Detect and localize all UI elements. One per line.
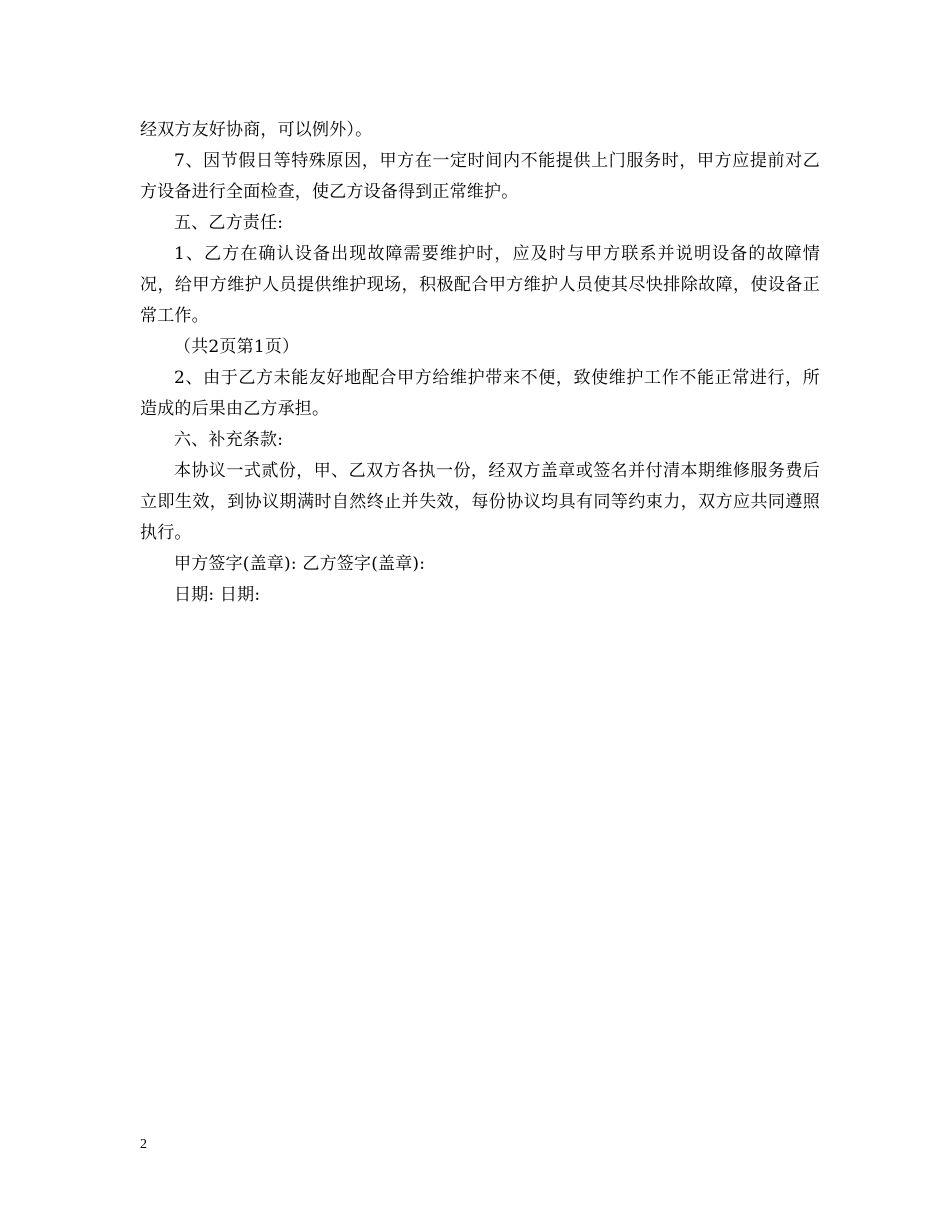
- paragraph-item-1: 1、乙方在确认设备出现故障需要维护时，应及时与甲方联系并说明设备的故障情况，给甲方维护人员提供维护现场，积极配合甲方维护人员使其尽快排除故障，使设备正常工作。: [140, 244, 820, 326]
- section-heading-party-b-duties: 五、乙方责任:: [174, 213, 284, 233]
- paragraph-item-2: 2、由于乙方未能友好地配合甲方给维护带来不便，致使维护工作不能正常进行，所造成的后果由乙方承担。: [140, 368, 820, 419]
- signature-line: 甲方签字(盖章): 乙方签字(盖章):: [174, 554, 426, 574]
- paragraph-supplement: 本协议一式贰份，甲、乙双方各执一份，经双方盖章或签名并付清本期维修服务费后立即生效，到协议期满时自然终止并失效，每份协议均具有同等约束力，双方应共同遵照执行。: [140, 461, 820, 543]
- paragraph-continuation: 经双方友好协商，可以例外）。: [140, 120, 373, 140]
- page-number: 2: [140, 1137, 147, 1152]
- paragraph-item-7: 7、因节假日等特殊原因，甲方在一定时间内不能提供上门服务时，甲方应提前对乙方设备进行全面检查，使乙方设备得到正常维护。: [140, 151, 820, 202]
- document-body: [140, 115, 820, 611]
- date-line: 日期: 日期:: [174, 585, 261, 605]
- page-count-note: （共2页第1页）: [174, 337, 300, 357]
- section-heading-supplementary-terms: 六、补充条款:: [174, 430, 284, 450]
